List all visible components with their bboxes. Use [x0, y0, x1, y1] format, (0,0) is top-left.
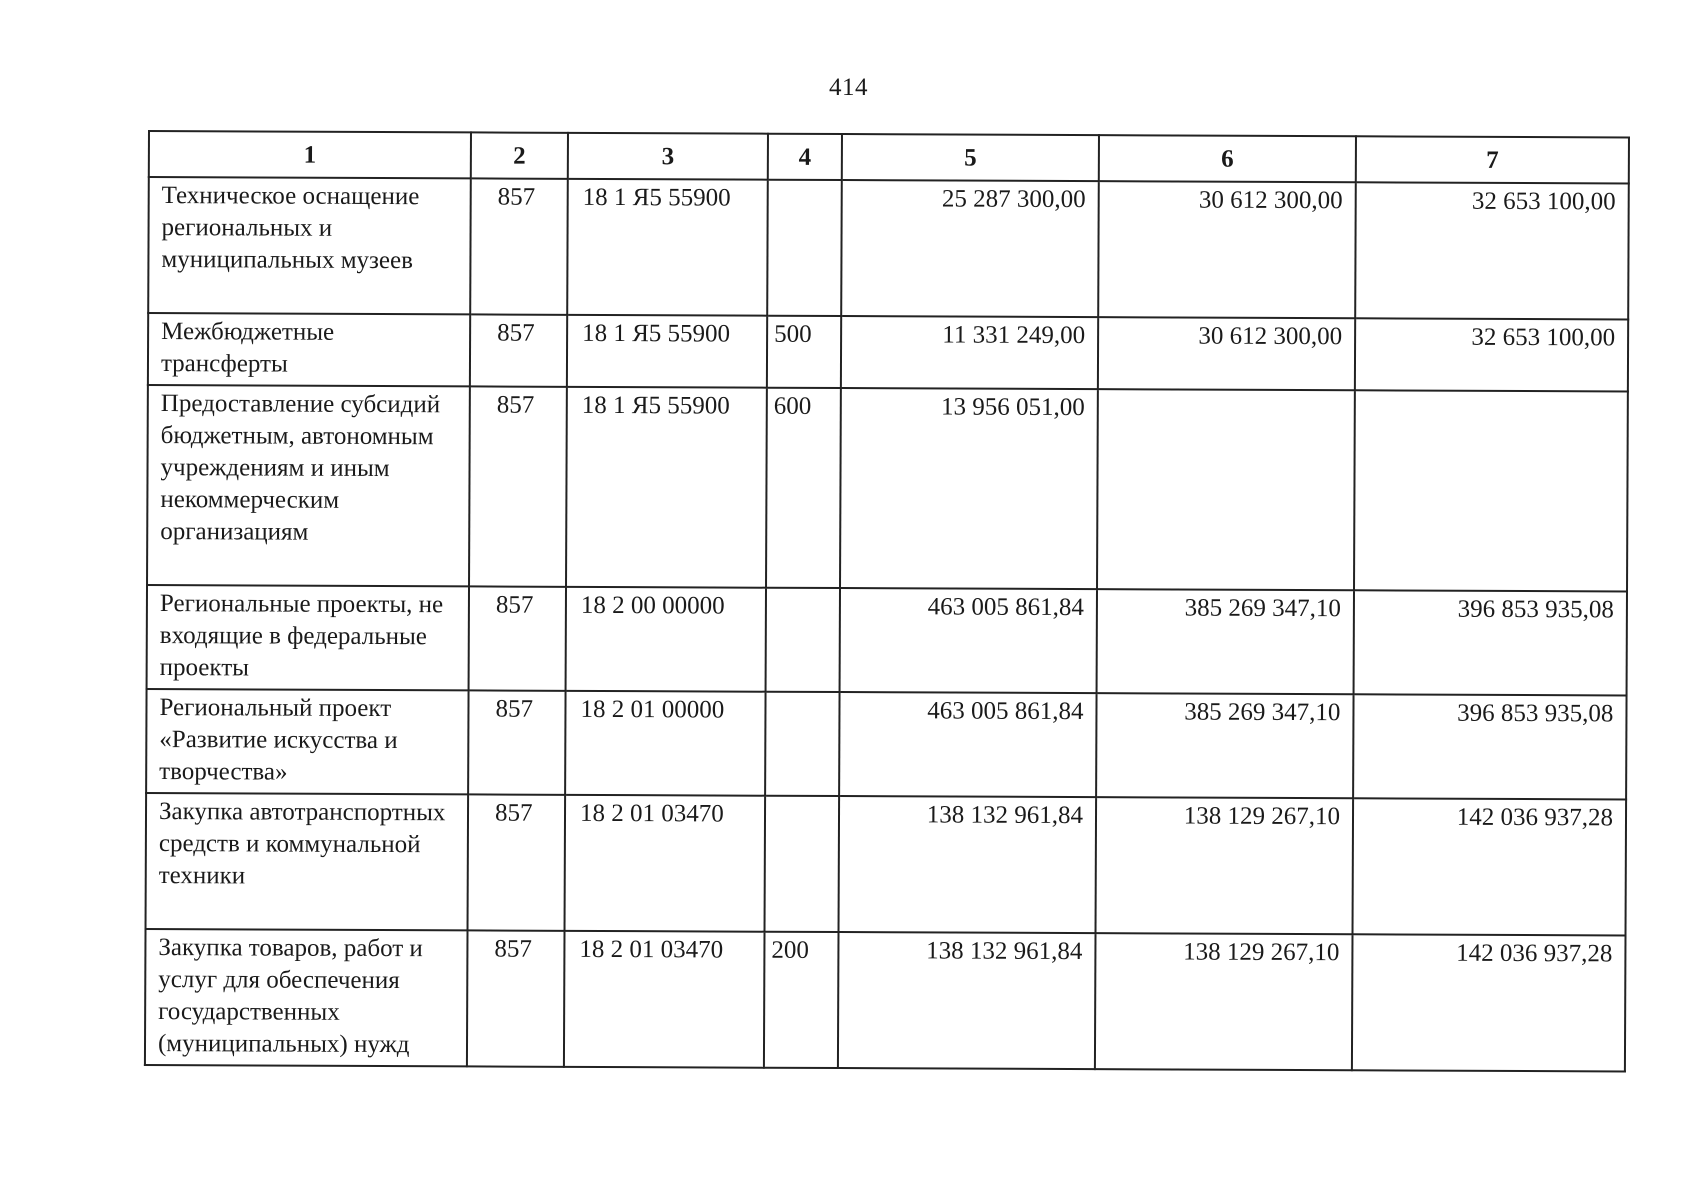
header-row [149, 131, 1629, 183]
row-sum2-cell: 30 612 300,00 [1098, 317, 1355, 390]
row-vr-cell [765, 796, 840, 932]
row-csr-cell: 18 1 Я5 55900 [566, 387, 767, 588]
row-sum3-cell: 32 653 100,00 [1355, 182, 1629, 319]
row-sum2-cell: 138 129 267,10 [1096, 797, 1354, 934]
row-sum2-cell: 385 269 347,10 [1097, 589, 1354, 694]
row-sum1-cell: 138 132 961,84 [838, 932, 1096, 1069]
column-header: 4 [768, 134, 842, 180]
row-vr-cell: 200 [764, 932, 839, 1068]
table-row [147, 585, 1627, 695]
row-sum2-cell [1097, 389, 1355, 590]
column-header: 3 [568, 133, 768, 180]
row-name-cell: Региональный проект «Развитие искусства и творчества» [146, 689, 468, 794]
row-code-cell: 857 [467, 930, 565, 1066]
column-header: 2 [471, 132, 568, 178]
row-code-cell: 857 [470, 314, 567, 386]
row-sum1-cell: 138 132 961,84 [839, 796, 1097, 933]
row-sum1-cell: 25 287 300,00 [841, 180, 1099, 317]
row-name-cell: Региональные проекты, не входящие в федеральные проекты [147, 585, 469, 690]
budget-table [144, 130, 1630, 1072]
column-header: 7 [1356, 136, 1629, 183]
row-sum1-cell: 463 005 861,84 [839, 692, 1096, 797]
row-vr-cell [766, 588, 840, 692]
table-row [146, 793, 1627, 935]
column-header: 1 [149, 131, 471, 178]
row-name-cell: Техническое оснащение региональных и муниципальных музеев [148, 177, 471, 314]
table-row [148, 177, 1629, 319]
row-sum1-cell: 463 005 861,84 [840, 588, 1097, 693]
row-sum1-cell: 11 331 249,00 [841, 316, 1098, 389]
row-sum3-cell [1354, 390, 1628, 591]
row-code-cell: 857 [470, 178, 568, 314]
row-sum2-cell: 385 269 347,10 [1096, 693, 1353, 798]
row-code-cell: 857 [468, 690, 565, 794]
row-csr-cell: 18 2 01 00000 [565, 691, 765, 796]
row-code-cell: 857 [468, 794, 566, 930]
table-row [145, 929, 1626, 1071]
row-sum2-cell: 138 129 267,10 [1095, 933, 1353, 1070]
row-csr-cell: 18 1 Я5 55900 [567, 179, 768, 316]
row-sum3-cell: 142 036 937,28 [1352, 934, 1626, 1071]
column-header: 5 [842, 134, 1099, 181]
table-row [148, 313, 1628, 391]
row-sum3-cell: 142 036 937,28 [1353, 798, 1627, 935]
row-sum1-cell: 13 956 051,00 [840, 388, 1098, 589]
row-csr-cell: 18 1 Я5 55900 [567, 315, 767, 388]
row-sum3-cell: 396 853 935,08 [1353, 694, 1626, 799]
row-sum3-cell: 32 653 100,00 [1355, 318, 1628, 391]
row-vr-cell: 500 [767, 316, 841, 388]
row-csr-cell: 18 2 00 00000 [566, 587, 766, 692]
column-header: 6 [1099, 135, 1356, 182]
row-vr-cell: 600 [766, 388, 841, 588]
row-sum2-cell: 30 612 300,00 [1098, 181, 1356, 318]
table-row [147, 385, 1628, 591]
row-name-cell: Закупка автотранспортных средств и коммунальной техники [146, 793, 469, 930]
row-code-cell: 857 [469, 586, 566, 690]
row-code-cell: 857 [469, 386, 567, 586]
row-name-cell: Межбюджетные трансферты [148, 313, 470, 386]
row-vr-cell [765, 692, 839, 796]
row-name-cell: Закупка товаров, работ и услуг для обеспечения государственных (муниципальных) нужд [145, 929, 468, 1066]
table-row [146, 689, 1626, 799]
row-csr-cell: 18 2 01 03470 [565, 795, 766, 932]
page-number: 414 [829, 74, 868, 101]
row-vr-cell [767, 180, 842, 316]
row-sum3-cell: 396 853 935,08 [1354, 590, 1627, 695]
row-name-cell: Предоставление субсидий бюджетным, автономным учреждениям и иным некоммерческим организациям [147, 385, 470, 586]
row-csr-cell: 18 2 01 03470 [564, 931, 765, 1068]
